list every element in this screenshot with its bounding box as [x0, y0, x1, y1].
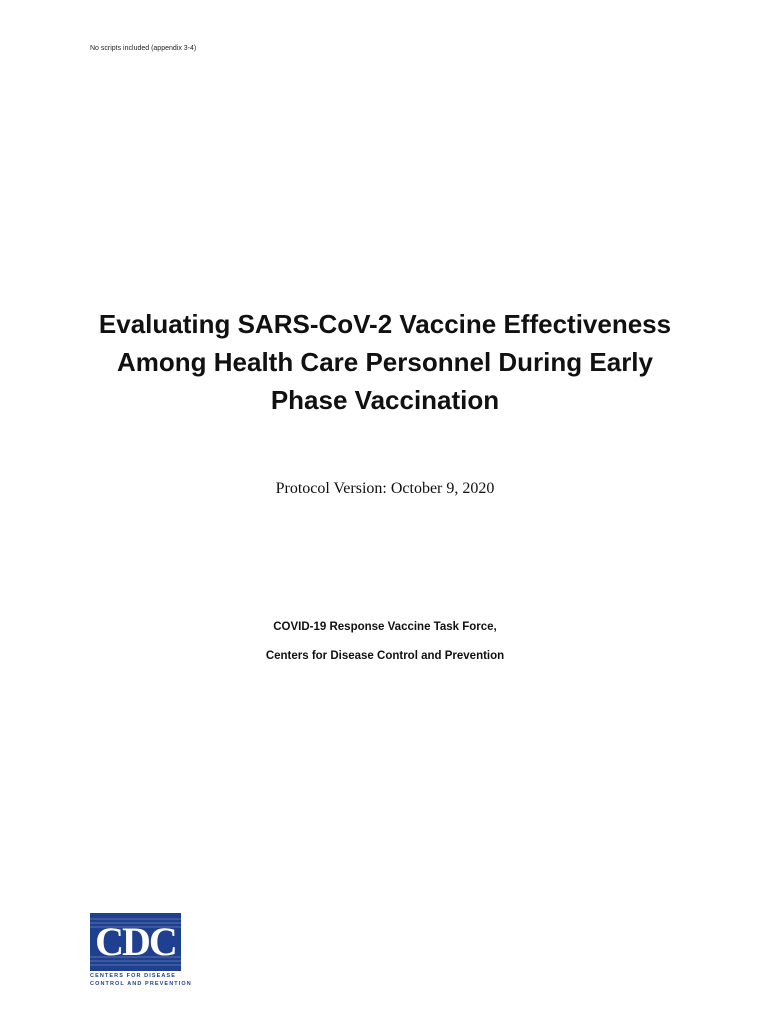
document-title [60, 305, 710, 419]
title-line-2: Among Health Care Personnel During Early [116, 347, 653, 377]
title-line-3: Phase Vaccination [270, 385, 500, 415]
cdc-logo [90, 913, 192, 989]
title-line-1: Evaluating SARS-CoV-2 Vaccine Effectiveness [98, 309, 672, 339]
cdc-logo-subtitle-1: CENTERS FOR DISEASE [90, 973, 176, 979]
cdc-logo-text: CDC [95, 919, 176, 964]
cdc-logo-subtitle-2: CONTROL AND PREVENTION [90, 981, 192, 987]
header-note: No scripts included (appendix 3-4) [90, 45, 197, 52]
organization-block [60, 613, 710, 671]
organization-line-1: COVID-19 Response Vaccine Task Force, [273, 621, 497, 633]
organization-line-2: Centers for Disease Control and Prevention [265, 650, 505, 662]
cdc-logo-box [90, 913, 181, 971]
protocol-version: Protocol Version: October 9, 2020 [275, 480, 495, 497]
